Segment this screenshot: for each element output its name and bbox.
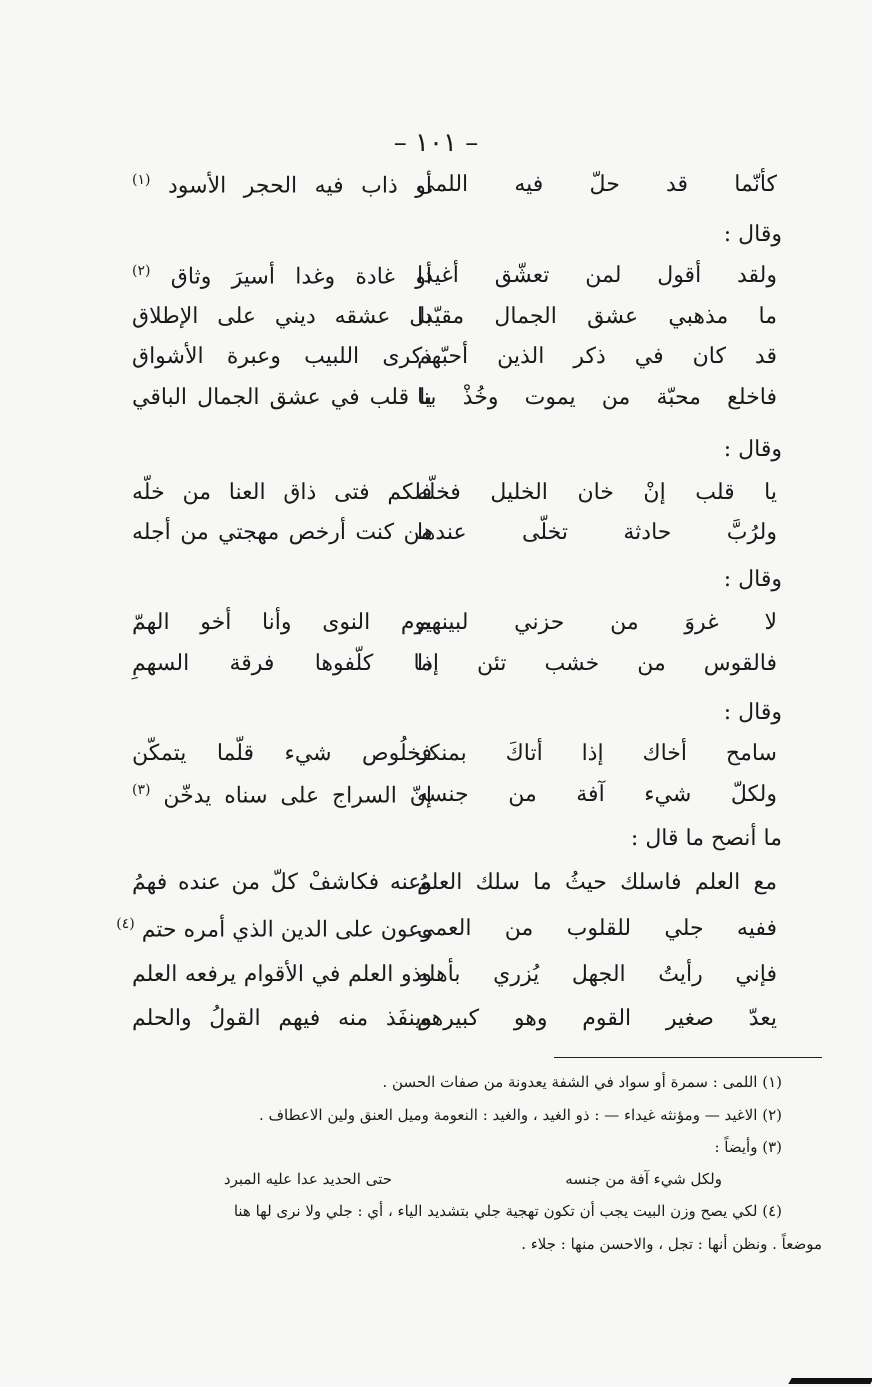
verse-first-hemistich: يا قلب إنْ خان الخليل فخلّه — [417, 480, 777, 505]
footnote-3: (٣) وأيضاً : — [714, 1138, 782, 1156]
verse-first-hemistich: سامح أخاك إذا أتاكَ بمنكر — [417, 741, 777, 766]
footnote-marker: (٢) — [132, 263, 151, 279]
verse-first-hemistich: ما مذهبي عشق الجمال مقيّدا — [417, 304, 777, 329]
verse-first-hemistich: لا غروَ من حزني لبينهم — [417, 610, 777, 635]
verse-line — [0, 344, 872, 384]
verse-intro: وقال : — [723, 437, 782, 462]
verse-first-hemistich: ولقد أقول لمن تعشّق أغيدا — [417, 263, 777, 288]
verse-line — [0, 916, 872, 956]
scan-edge-mark — [788, 1378, 872, 1384]
page-number: – ١٠١ – — [393, 128, 479, 158]
verse-line — [0, 651, 872, 691]
verse-line — [0, 1006, 872, 1046]
verse-line — [0, 870, 872, 910]
footnote-marker: (٣) — [132, 782, 151, 798]
verse-line — [0, 480, 872, 520]
verse-first-hemistich: مع العلم فاسلك حيثُ ما سلك العلمُ — [417, 870, 777, 895]
verse-line — [0, 263, 872, 303]
verse-second-hemistich: وينفَذ منه فيهم القولُ والحلم — [132, 1006, 432, 1031]
verse-first-hemistich: ولرُبَّ حادثة تخلّى عندها — [417, 520, 777, 545]
footnote-1: (١) اللمى : سمرة أو سواد في الشفة يعدونة من صفات الحسن . — [382, 1073, 782, 1091]
verse-second-hemistich: وذو العلم في الأقوام يرفعه العلم — [132, 962, 432, 987]
verse-first-hemistich: ففيه جلي للقلوب من العمى — [417, 916, 777, 941]
verse-second-hemistich: ذكرى اللبيب وعبرة الأشواق — [132, 344, 432, 369]
verse-second-hemistich: وعنه فكاشفْ كلّ من عنده فهمُ — [132, 870, 432, 895]
verse-first-hemistich: ولكلّ شيء آفة من جنسه — [417, 782, 777, 807]
verse-first-hemistich: فالقوس من خشب تئن إذا — [417, 651, 777, 676]
verse-first-hemistich: يعدّ صغير القوم وهو كبيرهم — [417, 1006, 777, 1031]
verse-second-hemistich: أو ذاب فيه الحجر الأسود $^{(١)}$ — [132, 172, 433, 199]
verse-intro: وقال : — [723, 222, 782, 247]
verse-second-hemistich: إنّ السراج على سناه يدخّن $^{(٣)}$ — [132, 782, 432, 809]
verse-first-hemistich: فإني رأيتُ الجهل يُزري بأهله — [417, 962, 777, 987]
footnote-3-verse-first: ولكل شيء آفة من جنسه — [565, 1170, 722, 1188]
verse-first-hemistich: فاخلع محبّة من يموت وخُذْ بنا — [417, 385, 777, 410]
verse-second-hemistich: فخلُوص شيء قلّما يتمكّن — [132, 741, 432, 766]
verse-intro: ما أنصح ما قال : — [630, 826, 782, 851]
verse-line — [0, 304, 872, 344]
verse-intro: وقال : — [723, 567, 782, 592]
verse-second-hemistich: من كنت أرخص مهجتي من أجله — [132, 520, 432, 545]
verse-second-hemistich: بل عشقه ديني على الإطلاق — [132, 304, 432, 329]
footnote-3-verse-second: حتى الحديد عدا عليه المبرد — [223, 1170, 392, 1188]
verse-line — [0, 962, 872, 1002]
footnote-rule — [554, 1057, 822, 1058]
footnote-4-continuation: موضعاً . ونظن أنها : تجل ، والاحسن منها : جلاء . — [521, 1235, 822, 1253]
verse-intro: وقال : — [723, 700, 782, 725]
verse-line — [0, 172, 872, 212]
verse-first-hemistich: قد كان في ذكر الذين أحبّهم — [417, 344, 777, 369]
verse-second-hemistich: يوم النوى وأنا أخو الهمّ — [132, 610, 432, 635]
verse-second-hemistich: فلكم فتى ذاق العنا من خلّه — [132, 480, 432, 505]
verse-line — [0, 610, 872, 650]
verse-first-hemistich: كأنّما قد حلّ فيه اللمى — [417, 172, 777, 197]
footnote-marker: (١) — [132, 172, 151, 188]
footnote-2: (٢) الاغيد — ومؤنثه غيداء — : ذو الغيد ، والغيد : النعومة وميل العنق ولين الاعطاف . — [258, 1106, 782, 1124]
verse-line — [0, 385, 872, 425]
footnote-4: (٤) لكي يصح وزن البيت يجب أن تكون تهجية جلي بتشديد الياء ، أي : جلي ولا نرى لها هنا — [233, 1202, 782, 1220]
verse-line — [0, 520, 872, 560]
verse-second-hemistich: أو غادة وغدا أسيرَ وثاق $^{(٢)}$ — [132, 263, 432, 290]
verse-line — [0, 741, 872, 781]
verse-second-hemistich: ما كلّفوها فرقة السهمِ — [132, 651, 432, 676]
verse-second-hemistich: وعون على الدين الذي أمره حتم $^{(٤)}$ — [116, 916, 432, 943]
verse-second-hemistich: يا قلب في عشق الجمال الباقي — [132, 385, 432, 410]
verse-line — [0, 782, 872, 822]
footnote-marker: (٤) — [116, 916, 135, 932]
